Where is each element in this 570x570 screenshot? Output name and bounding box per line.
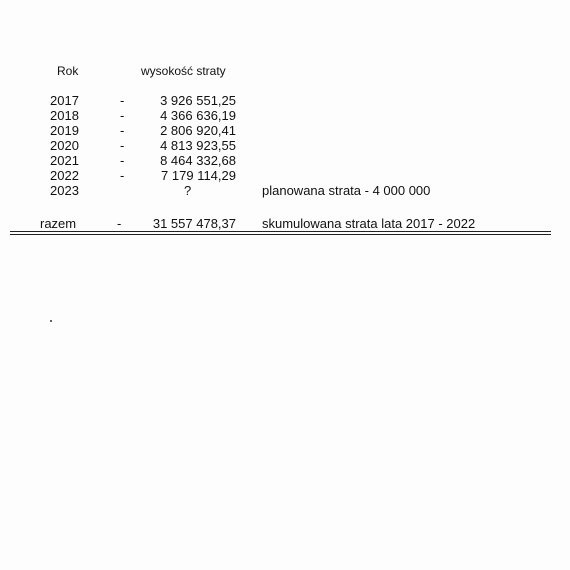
table-row (0, 93, 570, 108)
total-value-cell: 31 557 478,37 (152, 216, 236, 231)
scan-speck (50, 320, 52, 322)
planned-row (0, 183, 570, 198)
table-row (0, 138, 570, 153)
unknown-value-cell: ? (184, 183, 192, 198)
loss-column-header: wysokość straty (141, 64, 226, 78)
year-cell: 2023 (50, 183, 79, 198)
cumulative-loss-note: skumulowana strata lata 2017 - 2022 (262, 216, 476, 231)
double-rule-bottom (10, 234, 551, 235)
dash-cell: - (120, 123, 125, 138)
year-cell: 2019 (50, 123, 79, 138)
dash-cell: - (120, 153, 125, 168)
year-cell: 2021 (50, 153, 79, 168)
table-row (0, 108, 570, 123)
total-label: razem (40, 216, 77, 231)
year-cell: 2020 (50, 138, 79, 153)
dash-cell: - (120, 108, 125, 123)
total-row (0, 216, 570, 231)
loss-value-cell: 4 813 923,55 (160, 138, 236, 153)
planned-loss-note: planowana strata - 4 000 000 (262, 183, 431, 198)
double-rule-top (10, 231, 551, 232)
loss-value-cell: 7 179 114,29 (161, 168, 236, 183)
table-row (0, 168, 570, 183)
loss-value-cell: 3 926 551,25 (160, 93, 236, 108)
year-cell: 2018 (50, 108, 79, 123)
year-column-header: Rok (57, 64, 79, 78)
year-cell: 2022 (50, 168, 79, 183)
table-row (0, 153, 570, 168)
dash-cell: - (120, 138, 125, 153)
table-row (0, 123, 570, 138)
dash-cell: - (117, 216, 122, 231)
loss-value-cell: 2 806 920,41 (160, 123, 236, 138)
dash-cell: - (120, 168, 125, 183)
loss-value-cell: 4 366 636,19 (160, 108, 236, 123)
year-cell: 2017 (50, 93, 79, 108)
dash-cell: - (120, 93, 125, 108)
loss-value-cell: 8 464 332,68 (160, 153, 236, 168)
